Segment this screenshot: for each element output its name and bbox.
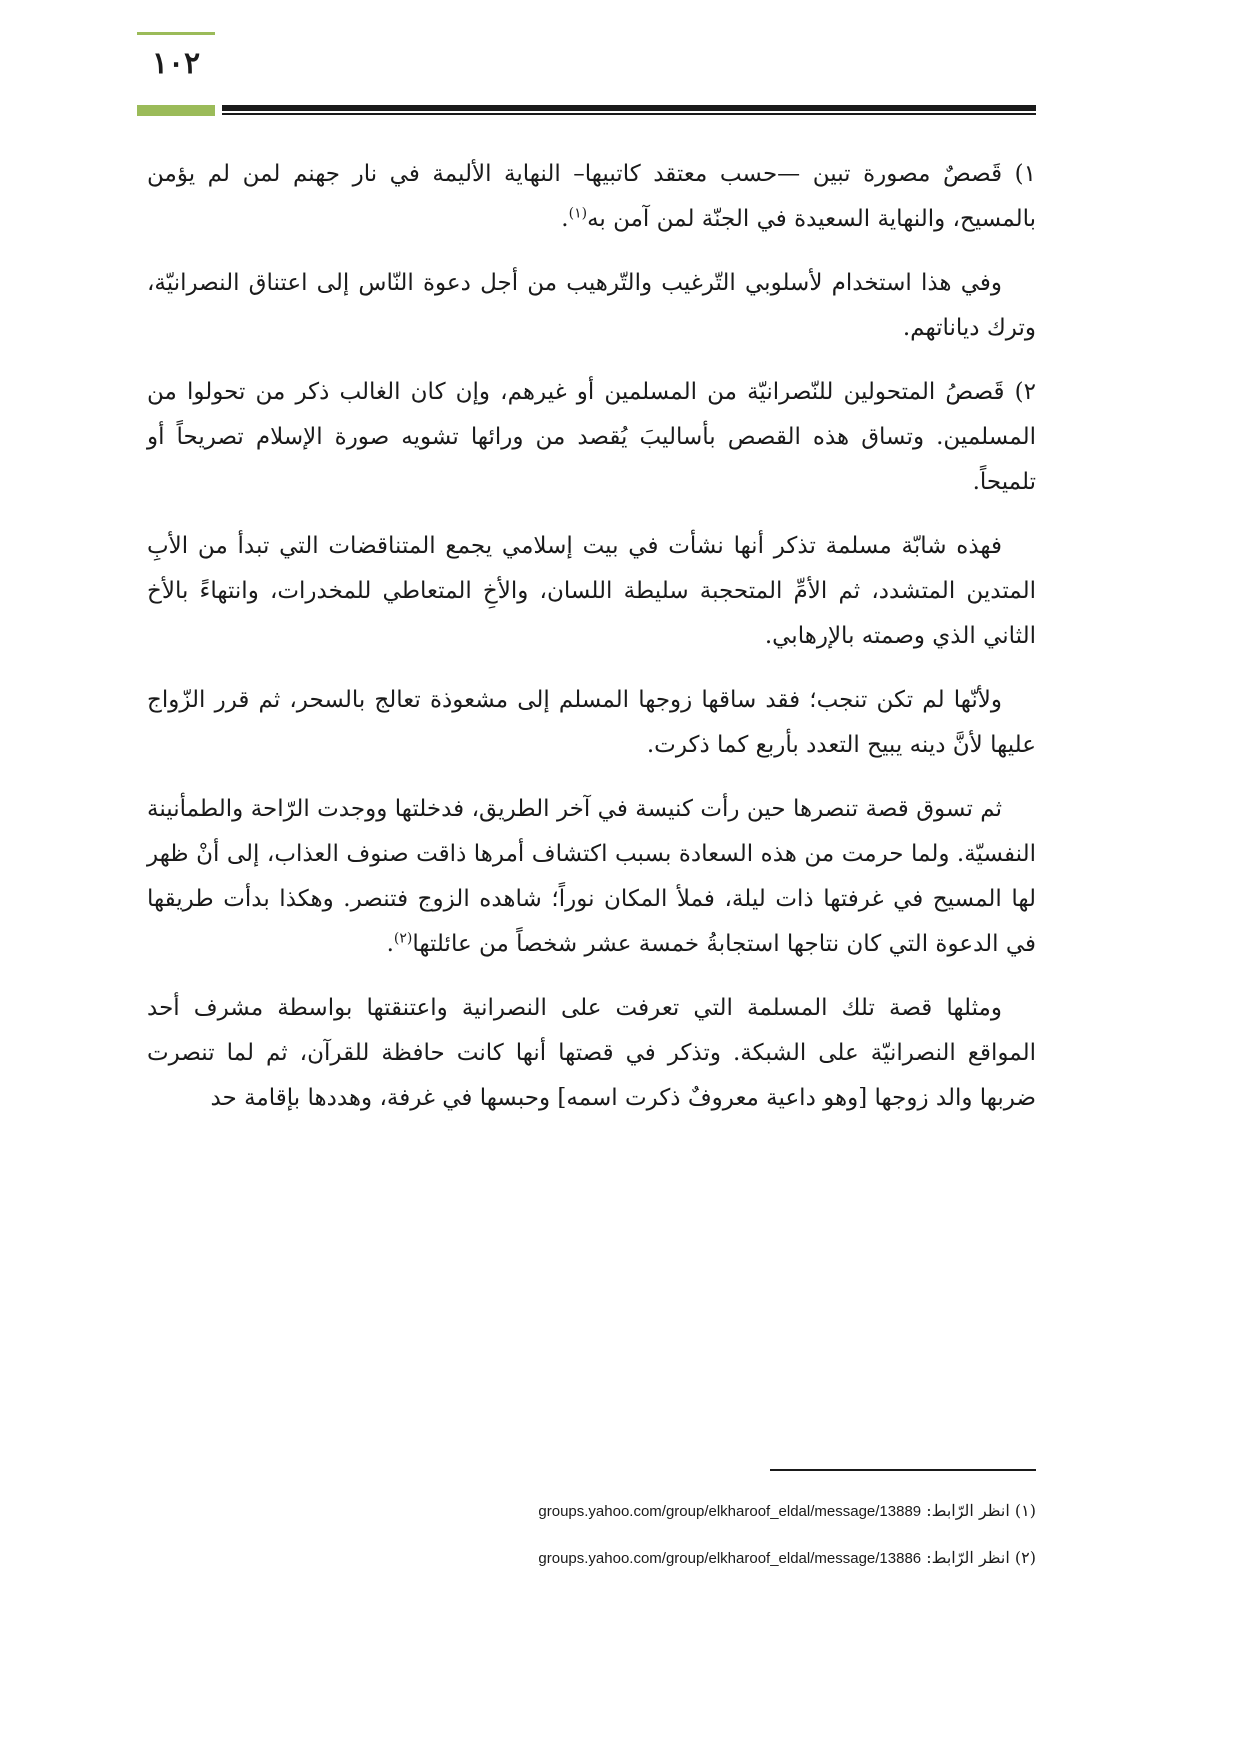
main-text: [147, 152, 1036, 1140]
header-rule: [222, 105, 1036, 111]
footnote-marker: (١): [1014, 1501, 1036, 1520]
paragraph: ثم تسوق قصة تنصرها حين رأت كنيسة في آخر الطريق، فدخلتها ووجدت الرّاحة والطمأنينة النفسيّة. ولما حرمت من هذه السعادة بسبب اكتشاف أمرها ذاقت صنوف العذاب، إلى أنْ ظهر لها المسيح في غرفتها ذات ليلة، فملأ المكان نوراً؛ شاهده الزوج فتنصر. وهكذا بدأت طريقها في الدعوة التي كان نتاجها استجابةُ خمسة عشر شخصاً من عائلتها$^{(٢)}$.: [147, 796, 1036, 957]
footnote-item: [147, 1535, 1036, 1582]
paragraph: فهذه شابّة مسلمة تذكر أنها نشأت في بيت إسلامي يجمع المتناقضات التي تبدأ من الأبِ المتدين المتشدد، ثم الأمِّ المتحجبة سليطة اللسان، والأخِ المتعاطي للمخدرات، وانتهاءً بالأخ الثاني الذي وصمته بالإرهابي.: [147, 533, 1036, 649]
footnote-separator: [770, 1469, 1036, 1471]
footnote-label: انظر الرّابط:: [926, 1501, 1010, 1520]
header-accent-bottom: [137, 105, 215, 116]
footnotes: [147, 1488, 1036, 1582]
header-accent-top: [137, 32, 215, 35]
paragraph: ١) قَصصٌ مصورة تبين —حسب معتقد كاتبيها– النهاية الأليمة في نار جهنم لمن لم يؤمن بالمسيح، والنهاية السعيدة في الجنّة لمن آمن به$^{(١)}$.: [147, 161, 1036, 232]
footnote-item: [147, 1488, 1036, 1535]
footnote-ref[interactable]: (٢): [393, 930, 413, 947]
footnote-ref[interactable]: (١): [568, 205, 588, 222]
page-number: ١٠٢: [151, 46, 201, 81]
paragraph: ولأنّها لم تكن تنجب؛ فقد ساقها زوجها المسلم إلى مشعوذة تعالج بالسحر، ثم قرر الزّواج عليها لأنَّ دينه يبيح التعدد بأربع كما ذكرت.: [147, 687, 1036, 758]
header-rule-thin: [222, 113, 1036, 115]
paragraph: وفي هذا استخدام لأسلوبي التّرغيب والتّرهيب من أجل دعوة النّاس إلى اعتناق النصرانيّة، وترك دياناتهم.: [147, 270, 1036, 341]
footnote-label: انظر الرّابط:: [926, 1548, 1010, 1567]
footnote-marker: (٢): [1014, 1548, 1036, 1567]
paragraph: ومثلها قصة تلك المسلمة التي تعرفت على النصرانية واعتنقتها بواسطة مشرف أحد المواقع النصرانيّة على الشبكة. وتذكر في قصتها أنها كانت حافظة للقرآن، ثم لما تنصرت ضربها والد زوجها [وهو داعية معروفٌ ذكرت اسمه] وحبسها في غرفة، وهددها بإقامة حد: [147, 995, 1036, 1111]
footnote-link[interactable]: groups.yahoo.com/group/elkharoof_eldal/message/13889: [538, 1503, 922, 1520]
footnote-link[interactable]: groups.yahoo.com/group/elkharoof_eldal/message/13886: [538, 1550, 922, 1567]
paragraph: ٢) قَصصُ المتحولين للنّصرانيّة من المسلمين أو غيرهم، وإن كان الغالب ذكر من تحولوا من المسلمين. وتساق هذه القصص بأساليبَ يُقصد من ورائها تشويه صورة الإسلام تصريحاً أو تلميحاً.: [147, 379, 1036, 495]
